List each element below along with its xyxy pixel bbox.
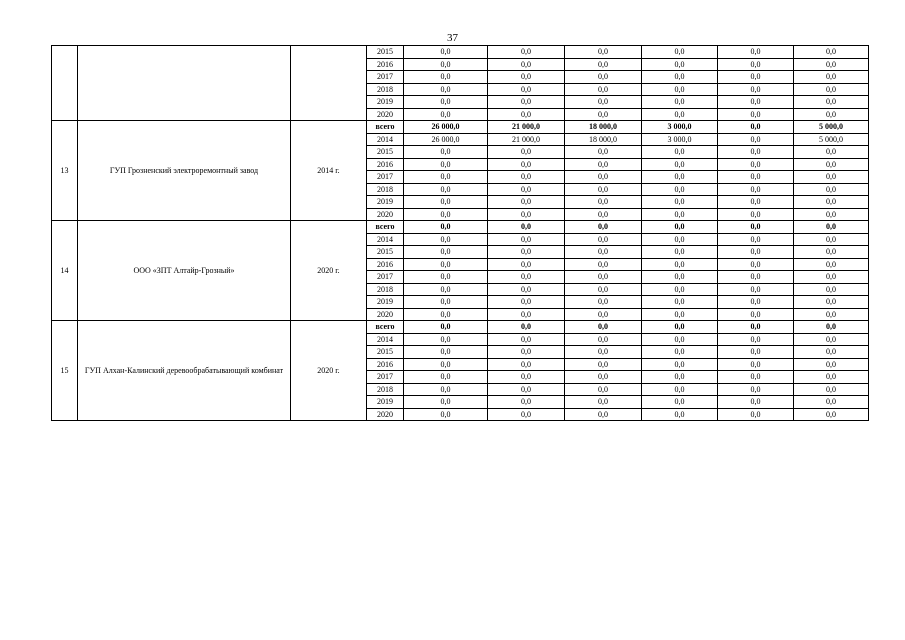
- value-cell: 0,0: [488, 283, 565, 296]
- value-cell: 0,0: [404, 83, 488, 96]
- value-cell: 0,0: [565, 408, 642, 421]
- implementation-year: 2020 г.: [291, 221, 367, 321]
- value-cell: 0,0: [404, 233, 488, 246]
- value-cell: 0,0: [642, 296, 718, 309]
- value-cell: 0,0: [718, 183, 794, 196]
- value-cell: 0,0: [794, 296, 869, 309]
- value-cell: 0,0: [642, 333, 718, 346]
- value-cell: 0,0: [488, 58, 565, 71]
- value-cell: 0,0: [404, 246, 488, 259]
- period-cell: 2017: [367, 171, 404, 184]
- value-cell: 0,0: [794, 246, 869, 259]
- value-cell: 0,0: [488, 296, 565, 309]
- value-cell: 0,0: [565, 383, 642, 396]
- value-cell: 0,0: [488, 221, 565, 234]
- value-cell: 0,0: [488, 46, 565, 59]
- value-cell: 0,0: [488, 408, 565, 421]
- value-cell: 0,0: [404, 208, 488, 221]
- value-cell: 0,0: [404, 408, 488, 421]
- value-cell: 0,0: [794, 321, 869, 334]
- period-cell: 2016: [367, 258, 404, 271]
- value-cell: 0,0: [488, 71, 565, 84]
- value-cell: 0,0: [488, 358, 565, 371]
- table-row: [52, 321, 869, 334]
- value-cell: 0,0: [642, 358, 718, 371]
- implementation-year: [291, 46, 367, 121]
- value-cell: 0,0: [404, 271, 488, 284]
- value-cell: 0,0: [718, 108, 794, 121]
- value-cell: 0,0: [565, 371, 642, 384]
- organization-name: [78, 46, 291, 121]
- value-cell: 0,0: [794, 371, 869, 384]
- period-cell: 2016: [367, 158, 404, 171]
- value-cell: 5 000,0: [794, 133, 869, 146]
- value-cell: 0,0: [794, 333, 869, 346]
- value-cell: 0,0: [794, 58, 869, 71]
- value-cell: 0,0: [565, 271, 642, 284]
- value-cell: 0,0: [642, 408, 718, 421]
- value-cell: 0,0: [794, 258, 869, 271]
- period-cell: 2016: [367, 58, 404, 71]
- value-cell: 0,0: [565, 158, 642, 171]
- value-cell: 0,0: [404, 96, 488, 109]
- value-cell: 0,0: [718, 333, 794, 346]
- period-cell: всего: [367, 221, 404, 234]
- value-cell: 0,0: [565, 196, 642, 209]
- value-cell: 0,0: [718, 371, 794, 384]
- value-cell: 0,0: [404, 146, 488, 159]
- value-cell: 0,0: [718, 146, 794, 159]
- period-cell: 2019: [367, 196, 404, 209]
- value-cell: 0,0: [565, 83, 642, 96]
- value-cell: 0,0: [565, 258, 642, 271]
- value-cell: 0,0: [718, 346, 794, 359]
- value-cell: 0,0: [718, 133, 794, 146]
- value-cell: 0,0: [642, 171, 718, 184]
- value-cell: 0,0: [404, 383, 488, 396]
- value-cell: 0,0: [642, 396, 718, 409]
- value-cell: 0,0: [642, 383, 718, 396]
- organization-name: ГУП Грозненский электроремонтный завод: [78, 121, 291, 221]
- value-cell: 0,0: [565, 46, 642, 59]
- period-cell: 2020: [367, 308, 404, 321]
- period-cell: всего: [367, 121, 404, 134]
- value-cell: 0,0: [565, 358, 642, 371]
- value-cell: 0,0: [794, 71, 869, 84]
- value-cell: 0,0: [642, 108, 718, 121]
- value-cell: 0,0: [642, 158, 718, 171]
- value-cell: 0,0: [794, 358, 869, 371]
- row-number: [52, 46, 78, 121]
- value-cell: 0,0: [565, 296, 642, 309]
- value-cell: 0,0: [642, 258, 718, 271]
- value-cell: 0,0: [565, 171, 642, 184]
- value-cell: 0,0: [794, 221, 869, 234]
- period-cell: 2015: [367, 146, 404, 159]
- value-cell: 0,0: [488, 396, 565, 409]
- value-cell: 0,0: [718, 383, 794, 396]
- period-cell: 2018: [367, 183, 404, 196]
- value-cell: 0,0: [404, 283, 488, 296]
- period-cell: 2019: [367, 96, 404, 109]
- implementation-year: 2014 г.: [291, 121, 367, 221]
- value-cell: 0,0: [404, 196, 488, 209]
- value-cell: 21 000,0: [488, 121, 565, 134]
- value-cell: 0,0: [565, 221, 642, 234]
- organization-name: ООО «ЗПТ Алтайр-Грозный»: [78, 221, 291, 321]
- value-cell: 0,0: [642, 371, 718, 384]
- value-cell: 0,0: [794, 346, 869, 359]
- value-cell: 0,0: [565, 108, 642, 121]
- value-cell: 0,0: [794, 196, 869, 209]
- value-cell: 0,0: [565, 183, 642, 196]
- value-cell: 0,0: [642, 308, 718, 321]
- value-cell: 0,0: [488, 83, 565, 96]
- value-cell: 0,0: [488, 183, 565, 196]
- value-cell: 0,0: [404, 358, 488, 371]
- value-cell: 0,0: [642, 208, 718, 221]
- value-cell: 0,0: [642, 196, 718, 209]
- table-row: [52, 121, 869, 134]
- period-cell: всего: [367, 321, 404, 334]
- value-cell: 0,0: [404, 321, 488, 334]
- page-number: 37: [447, 32, 458, 44]
- value-cell: 0,0: [718, 121, 794, 134]
- value-cell: 0,0: [718, 71, 794, 84]
- row-number: 14: [52, 221, 78, 321]
- period-cell: 2017: [367, 271, 404, 284]
- organization-name: ГУП Алхан-Калинский деревообрабатывающий комбинат: [78, 321, 291, 421]
- value-cell: 0,0: [642, 283, 718, 296]
- value-cell: 0,0: [718, 96, 794, 109]
- value-cell: 0,0: [488, 346, 565, 359]
- value-cell: 0,0: [488, 308, 565, 321]
- value-cell: 0,0: [794, 271, 869, 284]
- value-cell: 18 000,0: [565, 121, 642, 134]
- value-cell: 0,0: [642, 96, 718, 109]
- value-cell: 26 000,0: [404, 121, 488, 134]
- value-cell: 0,0: [404, 333, 488, 346]
- value-cell: 0,0: [794, 108, 869, 121]
- value-cell: 0,0: [488, 371, 565, 384]
- value-cell: 0,0: [404, 183, 488, 196]
- table-row: [52, 46, 869, 59]
- value-cell: 3 000,0: [642, 133, 718, 146]
- value-cell: 0,0: [565, 96, 642, 109]
- value-cell: 0,0: [794, 308, 869, 321]
- value-cell: 0,0: [565, 346, 642, 359]
- table-body: [52, 46, 869, 421]
- period-cell: 2014: [367, 133, 404, 146]
- value-cell: 0,0: [404, 258, 488, 271]
- value-cell: 0,0: [565, 246, 642, 259]
- value-cell: 0,0: [565, 308, 642, 321]
- value-cell: 0,0: [794, 396, 869, 409]
- value-cell: 0,0: [794, 158, 869, 171]
- value-cell: 0,0: [718, 246, 794, 259]
- value-cell: 0,0: [642, 146, 718, 159]
- value-cell: 5 000,0: [794, 121, 869, 134]
- value-cell: 0,0: [404, 108, 488, 121]
- value-cell: 0,0: [718, 271, 794, 284]
- value-cell: 0,0: [718, 358, 794, 371]
- value-cell: 0,0: [565, 233, 642, 246]
- investment-table: [51, 45, 869, 421]
- value-cell: 0,0: [794, 183, 869, 196]
- value-cell: 0,0: [565, 283, 642, 296]
- value-cell: 0,0: [718, 396, 794, 409]
- value-cell: 0,0: [794, 46, 869, 59]
- value-cell: 0,0: [565, 58, 642, 71]
- value-cell: 0,0: [404, 58, 488, 71]
- value-cell: 0,0: [794, 146, 869, 159]
- value-cell: 0,0: [718, 233, 794, 246]
- value-cell: 0,0: [642, 183, 718, 196]
- period-cell: 2014: [367, 233, 404, 246]
- value-cell: 0,0: [565, 71, 642, 84]
- period-cell: 2015: [367, 246, 404, 259]
- value-cell: 0,0: [404, 71, 488, 84]
- value-cell: 3 000,0: [642, 121, 718, 134]
- value-cell: 0,0: [404, 221, 488, 234]
- period-cell: 2019: [367, 396, 404, 409]
- value-cell: 0,0: [794, 408, 869, 421]
- value-cell: 0,0: [718, 296, 794, 309]
- value-cell: 0,0: [488, 208, 565, 221]
- value-cell: 0,0: [718, 408, 794, 421]
- value-cell: 0,0: [642, 346, 718, 359]
- value-cell: 0,0: [794, 171, 869, 184]
- value-cell: 0,0: [718, 283, 794, 296]
- value-cell: 0,0: [718, 158, 794, 171]
- value-cell: 0,0: [794, 83, 869, 96]
- period-cell: 2019: [367, 296, 404, 309]
- value-cell: 0,0: [488, 321, 565, 334]
- value-cell: 0,0: [488, 158, 565, 171]
- value-cell: 0,0: [794, 283, 869, 296]
- value-cell: 0,0: [404, 308, 488, 321]
- value-cell: 0,0: [404, 396, 488, 409]
- period-cell: 2020: [367, 108, 404, 121]
- value-cell: 0,0: [642, 271, 718, 284]
- value-cell: 0,0: [642, 321, 718, 334]
- period-cell: 2017: [367, 71, 404, 84]
- value-cell: 0,0: [642, 58, 718, 71]
- value-cell: 0,0: [794, 233, 869, 246]
- period-cell: 2020: [367, 208, 404, 221]
- value-cell: 0,0: [718, 46, 794, 59]
- period-cell: 2015: [367, 46, 404, 59]
- period-cell: 2018: [367, 283, 404, 296]
- value-cell: 0,0: [404, 171, 488, 184]
- value-cell: 0,0: [718, 171, 794, 184]
- value-cell: 0,0: [488, 196, 565, 209]
- value-cell: 0,0: [718, 58, 794, 71]
- value-cell: 0,0: [404, 371, 488, 384]
- value-cell: 0,0: [718, 308, 794, 321]
- value-cell: 0,0: [642, 221, 718, 234]
- period-cell: 2017: [367, 371, 404, 384]
- value-cell: 0,0: [488, 246, 565, 259]
- value-cell: 18 000,0: [565, 133, 642, 146]
- value-cell: 0,0: [642, 46, 718, 59]
- value-cell: 0,0: [794, 96, 869, 109]
- value-cell: 0,0: [718, 221, 794, 234]
- period-cell: 2016: [367, 358, 404, 371]
- period-cell: 2015: [367, 346, 404, 359]
- value-cell: 0,0: [488, 258, 565, 271]
- value-cell: 0,0: [642, 246, 718, 259]
- value-cell: 0,0: [565, 146, 642, 159]
- value-cell: 0,0: [488, 171, 565, 184]
- value-cell: 0,0: [488, 96, 565, 109]
- period-cell: 2018: [367, 383, 404, 396]
- value-cell: 0,0: [488, 383, 565, 396]
- value-cell: 0,0: [794, 208, 869, 221]
- implementation-year: 2020 г.: [291, 321, 367, 421]
- period-cell: 2018: [367, 83, 404, 96]
- value-cell: 0,0: [718, 258, 794, 271]
- value-cell: 0,0: [565, 208, 642, 221]
- value-cell: 0,0: [565, 321, 642, 334]
- value-cell: 0,0: [718, 321, 794, 334]
- value-cell: 0,0: [565, 396, 642, 409]
- value-cell: 21 000,0: [488, 133, 565, 146]
- value-cell: 0,0: [488, 271, 565, 284]
- row-number: 13: [52, 121, 78, 221]
- value-cell: 0,0: [404, 46, 488, 59]
- row-number: 15: [52, 321, 78, 421]
- value-cell: 0,0: [718, 83, 794, 96]
- value-cell: 0,0: [404, 346, 488, 359]
- value-cell: 0,0: [794, 383, 869, 396]
- table-row: [52, 221, 869, 234]
- value-cell: 0,0: [488, 233, 565, 246]
- value-cell: 0,0: [488, 333, 565, 346]
- period-cell: 2014: [367, 333, 404, 346]
- value-cell: 0,0: [404, 296, 488, 309]
- value-cell: 0,0: [565, 333, 642, 346]
- value-cell: 0,0: [642, 233, 718, 246]
- value-cell: 0,0: [488, 146, 565, 159]
- value-cell: 0,0: [642, 71, 718, 84]
- value-cell: 0,0: [488, 108, 565, 121]
- value-cell: 0,0: [642, 83, 718, 96]
- period-cell: 2020: [367, 408, 404, 421]
- value-cell: 26 000,0: [404, 133, 488, 146]
- value-cell: 0,0: [404, 158, 488, 171]
- value-cell: 0,0: [718, 208, 794, 221]
- value-cell: 0,0: [718, 196, 794, 209]
